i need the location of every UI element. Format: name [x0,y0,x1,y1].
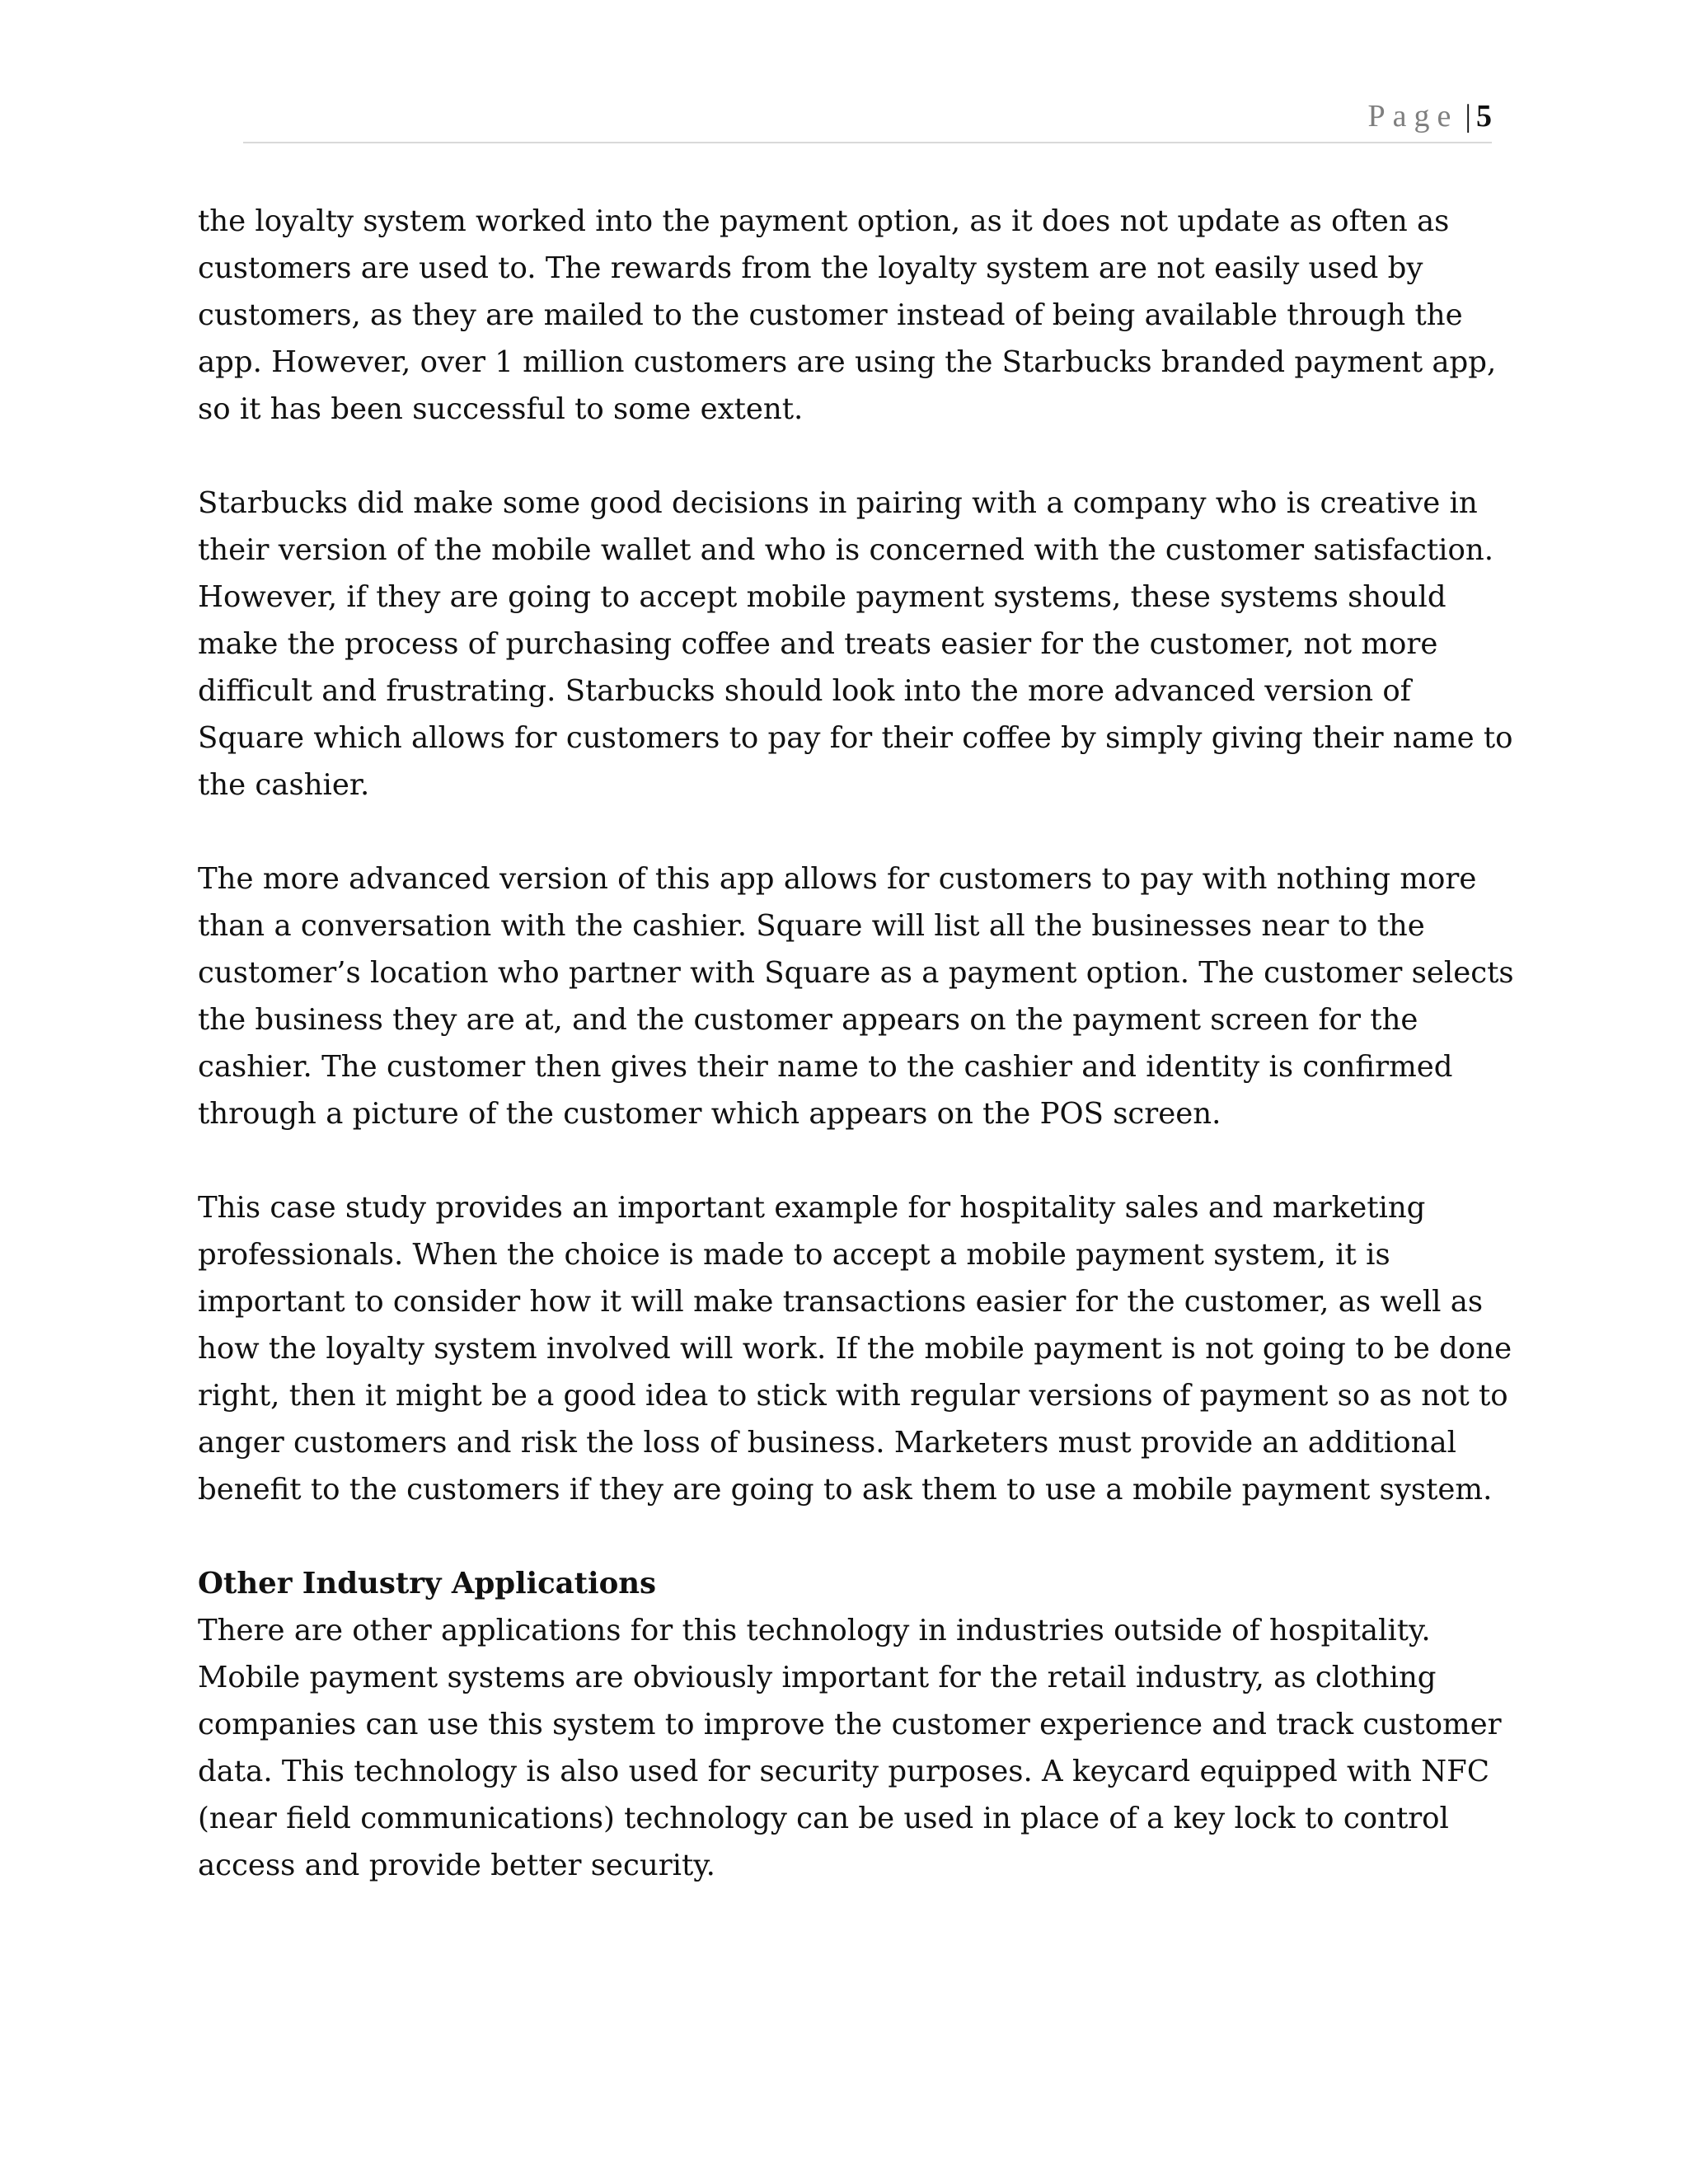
section-heading: Other Industry Applications [198,1567,657,1601]
paragraph-2: Starbucks did make some good decisions in pairing with a company who is creative in their version of the mobile wallet and who is concerned with the customer satisfaction. However, if they are going to accept mobile payment systems, these systems should make the process of purchasing coffee and treats easier for the customer, not more difficult and frustrating. Starbucks should look into the more advanced version of Square which allows for customers to pay for their coffee by simply giving their name to the cashier. [198,486,1513,802]
paragraph-3: The more advanced version of this app allows for customers to pay with nothing more than a conversation with the cashier. Square will list all the businesses near to the customer’s location who partner with Square as a payment option. The customer selects the business they are at, and the customer appears on the payment screen for the cashier. The customer then gives their name to the cashier and identity is confirmed through a picture of the customer which appears on the POS screen. [198,862,1514,1131]
page-header [1368,101,1492,132]
page-separator: | [1465,99,1471,134]
paragraph-1: the loyalty system worked into the payment option, as it does not update as often as customers are used to. The rewards from the loyalty system are not easily used by customers, as they are mailed to the customer instead of being available through the app. However, over 1 million customers are using the Starbucks branded payment app, so it has been successful to some extent. [198,204,1497,426]
header-divider [243,142,1492,143]
page-number: 5 [1476,99,1492,134]
section-paragraph: There are other applications for this technology in industries outside of hospitality. Mobile payment systems are obviously important for the retail industry, as clothing companies can use this system to improve the customer experience and track customer data. This technology is also used for security purposes. A keycard equipped with NFC (near field communications) technology can be used in place of a key lock to control access and provide better security. [198,1614,1502,1882]
paragraph-4: This case study provides an important example for hospitality sales and marketing professionals. When the choice is made to accept a mobile payment system, it is important to consider how it will make transactions easier for the customer, as well as how the loyalty system involved will work. If the mobile payment is not going to be done right, then it might be a good idea to stick with regular versions of payment so as not to anger customers and risk the loss of business. Marketers must provide an additional benefit to the customers if they are going to ask them to use a mobile payment system. [198,1191,1512,1507]
document-body [198,198,1517,1936]
page-label: Page [1367,99,1459,134]
